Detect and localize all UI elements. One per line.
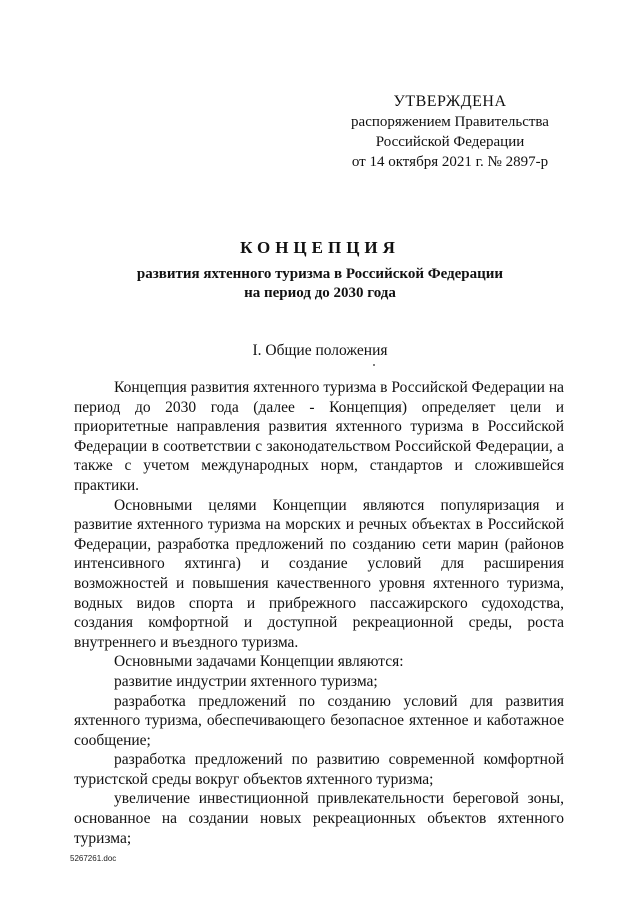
section-heading: I. Общие положения	[252, 342, 388, 359]
footer-file-name: 5267261.doc	[70, 854, 117, 863]
paragraph-tasks-heading: Основными задачами Концепции являются:	[114, 653, 404, 671]
approval-line-3: от 14 октября 2021 г. № 2897-р	[351, 154, 549, 170]
paragraph-goals: Основными целями Концепции являются популяризация и развитие яхтенного туризма на морских и речных объектах в Российской Федерации, разработка предложений по созданию сети марин (районов интенсивного яхтинга) и создание условий для расширения возможностей и повышения качественного уровня яхтенного туризма, водных видов спорта и прибрежного пассажирского судоходства, создания комфортной и доступной рекреационной среды, роста внутреннего и въездного туризма.	[74, 496, 564, 651]
paragraph-intro: Концепция развития яхтенного туризма в Российской Федерации на период до 2030 года (далее - Концепция) определяет цели и приоритетные направления развития яхтенного туризма в Российской Федерации в соответствии с законодательством Российской Федерации, а также с учетом международных норм, стандартов и сложившейся практики.	[74, 379, 564, 494]
document-subtitle-line-1: развития яхтенного туризма в Российской Федерации	[136, 266, 504, 282]
approval-line-2: Российской Федерации	[375, 134, 525, 150]
approval-stamp	[330, 92, 570, 172]
task-item: увеличение инвестиционной привлекательности береговой зоны, основанное на создании новых рекреационных объектов яхтенного туризма;	[74, 790, 564, 847]
task-item: разработка предложений по развитию современной комфортной туристской среды вокруг объектов яхтенного туризма;	[74, 751, 564, 788]
document-subtitle-line-2: на период до 2030 года	[244, 285, 396, 301]
task-item: разработка предложений по созданию условий для развития яхтенного туризма, обеспечивающего безопасное яхтенное и каботажное сообщение;	[74, 692, 564, 749]
scan-speck	[373, 364, 375, 366]
approval-line-1: распоряжением Правительства	[351, 114, 549, 130]
body-text	[74, 378, 564, 848]
document-subtitle	[110, 265, 530, 303]
approval-title: УТВЕРЖДЕНА	[393, 93, 507, 110]
task-item: развитие индустрии яхтенного туризма;	[114, 672, 378, 690]
document-title: КОНЦЕПЦИЯ	[240, 238, 400, 257]
